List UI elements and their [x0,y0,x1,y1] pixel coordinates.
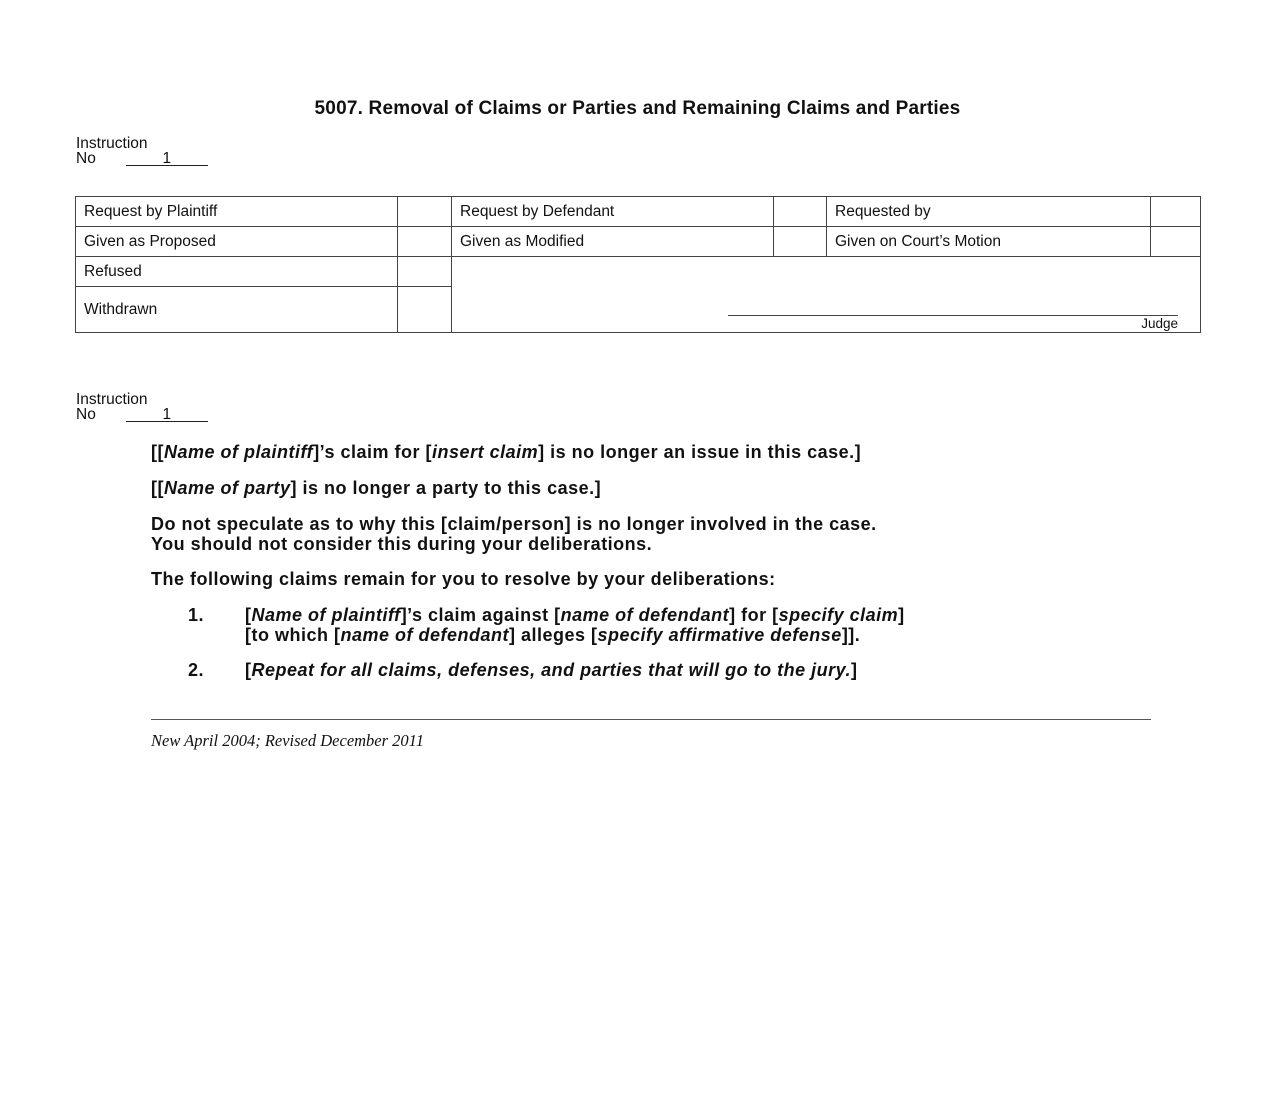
refused-checkbox[interactable] [398,257,452,287]
list-item-number-2: 2. [188,660,205,680]
no-label: No [76,150,96,167]
instruction-number-block-2 [76,392,208,422]
given-as-modified-label: Given as Modified [452,227,774,257]
list-item-number-1: 1. [188,605,205,625]
requested-by-label: Requested by [827,197,1151,227]
paragraph-do-not-speculate: Do not speculate as to why this [claim/person] is no longer involved in the case. You should not consider this during your deliberations. [151,514,877,554]
judge-label: Judge [1141,316,1178,331]
instruction-number-2: 1 [126,408,208,422]
instruction-label-2: Instruction [76,391,148,408]
request-by-defendant-label: Request by Defendant [452,197,774,227]
instruction-label: Instruction [76,135,148,152]
paragraph-claim-removed: [[Name of plaintiff]’s claim for [insert claim] is no longer an issue in this case.] [151,442,862,462]
paragraph-remaining-claims: The following claims remain for you to resolve by your deliberations: [151,569,776,589]
requested-by-checkbox[interactable] [1151,197,1201,227]
request-by-plaintiff-label: Request by Plaintiff [76,197,398,227]
given-as-modified-checkbox[interactable] [774,227,827,257]
instruction-number-block [76,136,208,166]
list-item-2: [Repeat for all claims, defenses, and parties that will go to the jury.] [245,660,858,680]
instruction-disposition-table [75,196,1201,333]
withdrawn-label: Withdrawn [76,287,398,333]
paragraph-party-removed: [[Name of party] is no longer a party to this case.] [151,478,602,498]
judge-signature-line [728,315,1178,316]
given-on-courts-motion-checkbox[interactable] [1151,227,1201,257]
list-item-1: [Name of plaintiff]’s claim against [name of defendant] for [specify claim] [to which [name of defendant] alleges [specify affirmative defense]]. [245,605,905,645]
given-as-proposed-checkbox[interactable] [398,227,452,257]
judge-signature-area[interactable] [452,257,1201,333]
refused-label: Refused [76,257,398,287]
given-on-courts-motion-label: Given on Court’s Motion [827,227,1151,257]
request-by-defendant-checkbox[interactable] [774,197,827,227]
no-label-2: No [76,406,96,423]
withdrawn-checkbox[interactable] [398,287,452,333]
document-title: 5007. Removal of Claims or Parties and Remaining Claims and Parties [314,98,961,119]
request-by-plaintiff-checkbox[interactable] [398,197,452,227]
revision-history: New April 2004; Revised December 2011 [151,731,424,750]
footer-divider [151,719,1151,720]
given-as-proposed-label: Given as Proposed [76,227,398,257]
instruction-number: 1 [126,152,208,166]
